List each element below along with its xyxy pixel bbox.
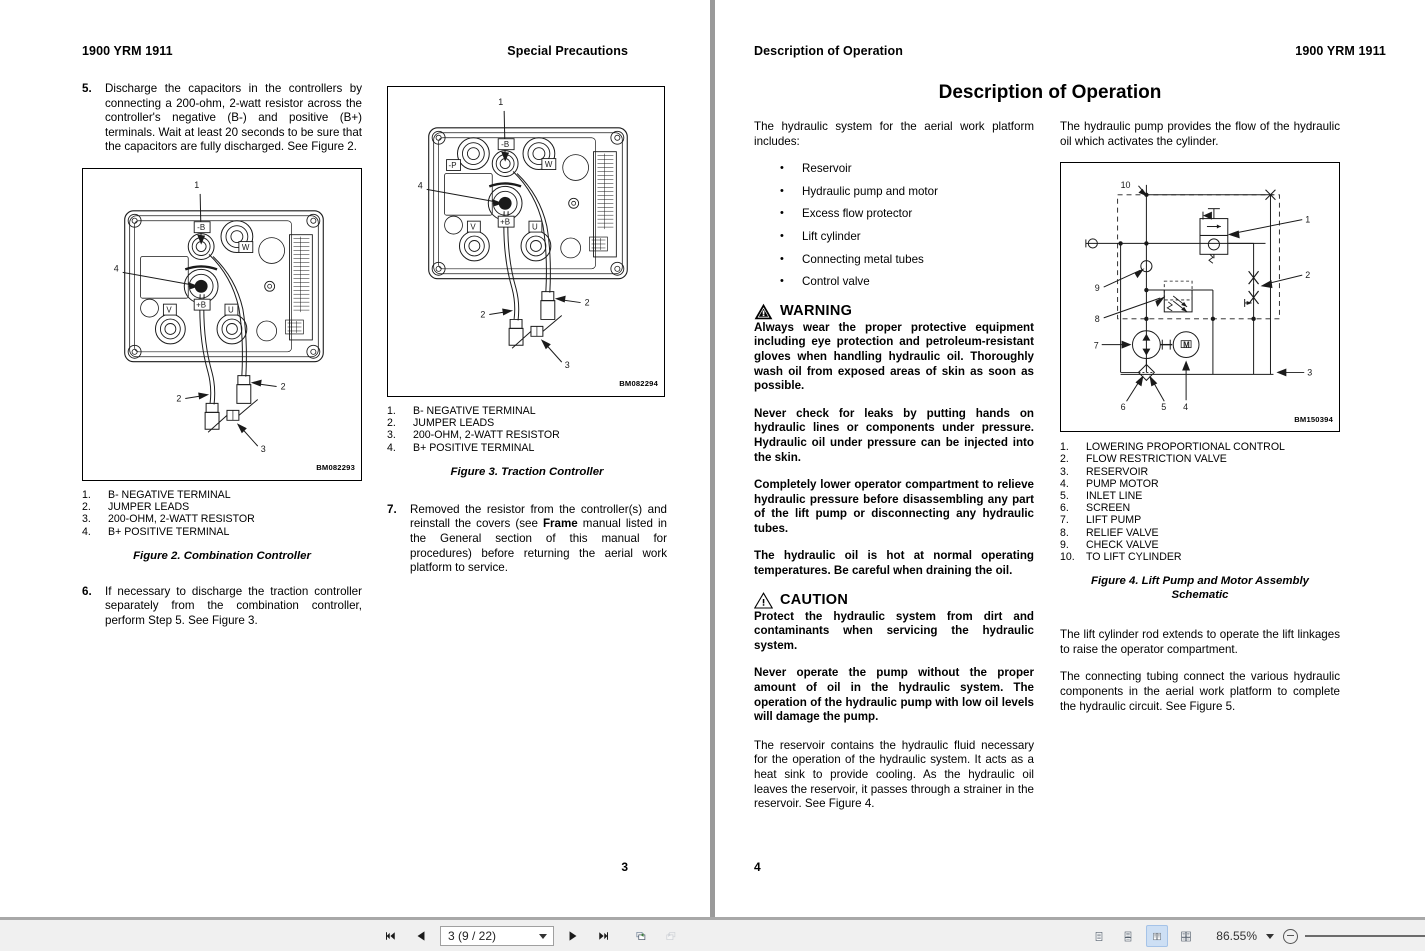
svg-text:7: 7 xyxy=(1093,340,1099,351)
legend-number: 3. xyxy=(82,513,91,526)
legend-text: B- NEGATIVE TERMINAL xyxy=(413,405,536,417)
svg-text:2: 2 xyxy=(480,309,486,320)
pump-intro-paragraph: The hydraulic pump provides the flow of the hydraulic oil which activates the cylinder. xyxy=(1060,120,1340,148)
svg-text:9: 9 xyxy=(1094,283,1100,294)
two-page-view-button[interactable] xyxy=(1146,925,1168,947)
page-number-input[interactable] xyxy=(440,926,554,946)
legend-item xyxy=(1060,453,1340,465)
svg-text:1: 1 xyxy=(498,96,504,107)
svg-text:+B: +B xyxy=(196,300,207,310)
warning-label: WARNING xyxy=(780,302,853,319)
list-item: • Excess flow protector xyxy=(754,207,1034,222)
legend-text: LIFT PUMP xyxy=(1086,514,1142,527)
step-7 xyxy=(387,503,667,576)
svg-text:2: 2 xyxy=(280,381,286,392)
legend-text: LOWERING PROPORTIONAL CONTROL xyxy=(1086,441,1285,454)
legend-text: JUMPER LEADS xyxy=(108,501,190,514)
svg-text:M: M xyxy=(1183,340,1190,350)
step-6-number: 6. xyxy=(82,584,92,598)
svg-text:4: 4 xyxy=(113,263,119,274)
list-item: • Lift cylinder xyxy=(754,230,1034,245)
svg-text:U: U xyxy=(227,305,234,315)
legend-text: SCREEN xyxy=(1086,502,1131,515)
legend-item xyxy=(1060,502,1340,514)
running-head-right: 1900 YRM 1911 xyxy=(1295,44,1386,58)
intro-paragraph: The hydraulic system for the aerial work platform includes: xyxy=(754,120,1034,148)
list-item: • Connecting metal tubes xyxy=(754,253,1034,268)
figure-2-legend xyxy=(82,489,362,538)
chevron-down-icon[interactable] xyxy=(539,934,547,939)
page-title: Description of Operation xyxy=(938,82,1162,103)
page-number-left-page: 3 xyxy=(621,860,628,874)
legend-number: 7. xyxy=(1060,514,1069,527)
legend-text: 200-OHM, 2-WATT RESISTOR xyxy=(108,513,255,526)
warning-paragraph: Always wear the proper protective equipment including eye protection and petroleum-resistant gloves when handling hydraulic oil. Thoroughly wash oil from exposed areas of skin as soon as possible. xyxy=(754,320,1034,393)
page-number-value: 3 (9 / 22) xyxy=(448,929,497,943)
single-page-view-icon xyxy=(1094,928,1104,945)
svg-text:2: 2 xyxy=(1305,270,1311,281)
step-5 xyxy=(82,82,362,155)
legend-text: RELIEF VALVE xyxy=(1086,526,1159,539)
figure-4-caption-line2: Schematic xyxy=(1171,589,1229,602)
warning-paragraph: Completely lower operator compartment to relieve hydraulic pressure before disassembling any part of the lift pump or disconnecting any hydraulic tubes. xyxy=(754,478,1034,535)
legend-text: FLOW RESTRICTION VALVE xyxy=(1086,453,1227,466)
page-navigation-group xyxy=(380,920,682,951)
legend-item xyxy=(387,429,667,441)
figure-4-caption-line1: Figure 4. Lift Pump and Motor Assembly xyxy=(1091,575,1309,588)
legend-text: INLET LINE xyxy=(1086,490,1143,502)
next-page-icon xyxy=(568,929,578,943)
svg-text:-B: -B xyxy=(501,140,510,150)
figure-2-caption: Figure 2. Combination Controller xyxy=(133,549,311,562)
warning-text xyxy=(754,321,1034,579)
legend-number: 6. xyxy=(1060,502,1069,515)
svg-text:8: 8 xyxy=(1094,314,1100,325)
figure-4-image xyxy=(1060,162,1340,432)
figure-2-image xyxy=(82,168,362,481)
legend-number: 10. xyxy=(1060,551,1075,564)
svg-text:U: U xyxy=(531,222,538,232)
zoom-out-button[interactable] xyxy=(1283,929,1298,944)
legend-number: 1. xyxy=(82,488,91,501)
svg-text:W: W xyxy=(544,160,553,170)
svg-text:-P: -P xyxy=(448,161,457,171)
svg-text:1: 1 xyxy=(194,179,200,190)
svg-text:W: W xyxy=(241,243,250,253)
legend-item xyxy=(1060,490,1340,502)
legend-item xyxy=(387,405,667,417)
previous-page-button[interactable] xyxy=(410,925,432,947)
legend-text: RESERVOIR xyxy=(1086,465,1149,478)
legend-item xyxy=(82,489,362,501)
page-3 xyxy=(0,0,710,919)
two-page-continuous-view-icon xyxy=(1181,928,1191,945)
legend-number: 2. xyxy=(82,501,91,514)
first-page-button[interactable] xyxy=(380,925,402,947)
step-7-number: 7. xyxy=(387,502,397,516)
warning-block xyxy=(754,303,1034,579)
legend-number: 9. xyxy=(1060,538,1069,551)
view-and-zoom-group xyxy=(1088,920,1425,951)
svg-text:3: 3 xyxy=(1307,367,1313,378)
legend-number: 1. xyxy=(1060,441,1069,454)
closing-paragraph: The lift cylinder rod extends to operate the lift linkages to raise the operator compartment. xyxy=(1060,628,1340,656)
caution-block xyxy=(754,592,1034,725)
svg-text:4: 4 xyxy=(1183,402,1189,413)
two-page-view-icon xyxy=(1153,928,1161,945)
zoom-dropdown-chevron-icon[interactable] xyxy=(1266,934,1274,939)
legend-item xyxy=(1060,527,1340,539)
svg-text:3: 3 xyxy=(260,444,266,455)
legend-text: B- NEGATIVE TERMINAL xyxy=(108,488,231,501)
next-view-button[interactable] xyxy=(660,925,682,947)
caution-header xyxy=(754,592,1034,609)
svg-text:2: 2 xyxy=(176,393,182,404)
legend-item xyxy=(1060,441,1340,453)
legend-number: 4. xyxy=(82,525,91,538)
legend-item xyxy=(82,526,362,538)
left-page-column-a xyxy=(82,82,362,642)
legend-item xyxy=(1060,466,1340,478)
svg-text:1: 1 xyxy=(1305,214,1311,225)
step-5-text: Discharge the capacitors in the controllers by connecting a 200-ohm, 2-watt resistor across the controller's negative (B-) and positive (B+) terminals. Wait at least 20 seconds to be sure that the capacitors are fully discharged. See Figure 2. xyxy=(105,82,362,154)
legend-item xyxy=(387,442,667,454)
viewer-toolbar xyxy=(0,919,1425,951)
caution-text xyxy=(754,610,1034,725)
svg-text:2: 2 xyxy=(584,297,590,308)
legend-text: TO LIFT CYLINDER xyxy=(1086,551,1182,564)
step-5-number: 5. xyxy=(82,82,92,95)
warning-header xyxy=(754,303,1034,320)
figure-3-id: BM082294 xyxy=(619,379,658,389)
legend-text: CHECK VALVE xyxy=(1086,538,1159,551)
step-7-text-bold: Frame xyxy=(542,517,578,531)
caution-triangle-icon xyxy=(754,592,773,609)
figure-3-caption: Figure 3. Traction Controller xyxy=(450,465,604,478)
legend-text: B+ POSITIVE TERMINAL xyxy=(108,525,230,538)
caution-label: CAUTION xyxy=(780,591,849,608)
legend-number: 3. xyxy=(1060,465,1069,478)
legend-item xyxy=(1060,551,1340,563)
caution-paragraph: Never operate the pump without the proper amount of oil in the hydraulic system. The operation of the hydraulic pump with low oil levels will damage the pump. xyxy=(754,666,1034,724)
legend-item xyxy=(1060,514,1340,526)
legend-number: 2. xyxy=(387,417,396,430)
legend-number: 4. xyxy=(387,441,396,454)
legend-number: 5. xyxy=(1060,490,1069,502)
svg-text:5: 5 xyxy=(1161,402,1167,413)
legend-number: 2. xyxy=(1060,453,1069,466)
step-6 xyxy=(82,585,362,629)
continuous-page-view-icon xyxy=(1123,928,1133,945)
continuous-page-view-button[interactable] xyxy=(1117,925,1139,947)
step-7-text-prefix: Removed the resistor from the controller(s) and reinstall the covers (see xyxy=(410,502,667,531)
list-item: • Hydraulic pump and motor xyxy=(754,185,1034,200)
zoom-slider-track[interactable] xyxy=(1305,935,1425,937)
zoom-level-value: 86.55% xyxy=(1216,929,1257,943)
legend-text: 200-OHM, 2-WATT RESISTOR xyxy=(413,429,560,442)
legend-text: PUMP MOTOR xyxy=(1086,477,1159,490)
legend-number: 3. xyxy=(387,429,396,442)
two-page-continuous-view-button[interactable] xyxy=(1175,925,1197,947)
page-gutter-divider xyxy=(710,0,715,919)
figure-4-id: BM150394 xyxy=(1294,414,1333,424)
legend-item xyxy=(1060,539,1340,551)
legend-text: B+ POSITIVE TERMINAL xyxy=(413,441,535,454)
right-page-column-b xyxy=(1060,120,1340,727)
svg-text:+B: +B xyxy=(500,217,511,227)
legend-number: 4. xyxy=(1060,477,1069,490)
left-page-column-b xyxy=(387,86,667,589)
caution-paragraph: Protect the hydraulic system from dirt and contaminants when servicing the hydraulic system. xyxy=(754,609,1034,652)
single-page-view-button[interactable] xyxy=(1088,925,1110,947)
first-page-icon xyxy=(386,929,396,943)
running-head-left: Description of Operation xyxy=(754,44,903,58)
warning-paragraph: The hydraulic oil is hot at normal operating temperatures. Be careful when draining the oil. xyxy=(754,549,1034,578)
next-page-button[interactable] xyxy=(562,925,584,947)
list-item: • Control valve xyxy=(754,275,1034,290)
figure-3-image xyxy=(387,86,665,397)
list-item: • Reservoir xyxy=(754,162,1034,177)
legend-number: 8. xyxy=(1060,526,1069,539)
figure-3-legend xyxy=(387,405,667,454)
previous-view-button[interactable] xyxy=(630,925,652,947)
reservoir-paragraph: The reservoir contains the hydraulic fluid necessary for the operation of the hydraulic system. It acts as a heat sink to provide cooling. As the hydraulic oil leaves the reservoir, it passes through a strainer in the reservoir. See Figure 4. xyxy=(754,738,1034,811)
previous-view-icon xyxy=(636,928,646,944)
warning-triangle-icon xyxy=(754,303,773,320)
closing-paragraph: The connecting tubing connect the various hydraulic components in the aerial work platform to complete the hydraulic circuit. See Figure 5. xyxy=(1060,670,1340,713)
svg-text:3: 3 xyxy=(564,360,570,371)
figure-4-legend xyxy=(1060,441,1340,563)
legend-item xyxy=(82,501,362,513)
figure-2-id: BM082293 xyxy=(316,463,355,473)
svg-text:10: 10 xyxy=(1120,180,1131,191)
svg-text:V: V xyxy=(166,305,172,315)
last-page-icon xyxy=(598,929,608,943)
running-head-left: 1900 YRM 1911 xyxy=(82,44,173,58)
warning-paragraph: Never check for leaks by putting hands on hydraulic lines or components under pressure. Hydraulic oil under pressure can be injected into the skin. xyxy=(754,406,1034,464)
page-4 xyxy=(715,0,1425,919)
system-component-list xyxy=(754,162,1034,290)
legend-item xyxy=(1060,478,1340,490)
legend-number: 1. xyxy=(387,405,396,417)
step-7-text xyxy=(410,503,667,576)
last-page-button[interactable] xyxy=(592,925,614,947)
step-7-text-suffix: manual listed in the General section of this manual for procedures) before returning the aerial work platform to service. xyxy=(410,517,667,575)
legend-item xyxy=(82,513,362,525)
step-6-text: If necessary to discharge the traction controller separately from the combination controller, perform Step 5. See Figure 3. xyxy=(105,584,362,627)
svg-text:-B: -B xyxy=(197,223,206,233)
figure-4-caption xyxy=(1060,574,1340,602)
legend-item xyxy=(387,417,667,429)
svg-text:4: 4 xyxy=(417,180,423,191)
legend-text: JUMPER LEADS xyxy=(413,417,495,430)
svg-text:6: 6 xyxy=(1120,402,1126,413)
svg-text:V: V xyxy=(470,222,476,232)
previous-page-icon xyxy=(416,929,426,943)
running-head-right: Special Precautions xyxy=(507,44,628,58)
right-page-column-a xyxy=(754,120,1034,825)
next-view-icon xyxy=(666,928,676,944)
page-number-right-page: 4 xyxy=(754,860,761,874)
